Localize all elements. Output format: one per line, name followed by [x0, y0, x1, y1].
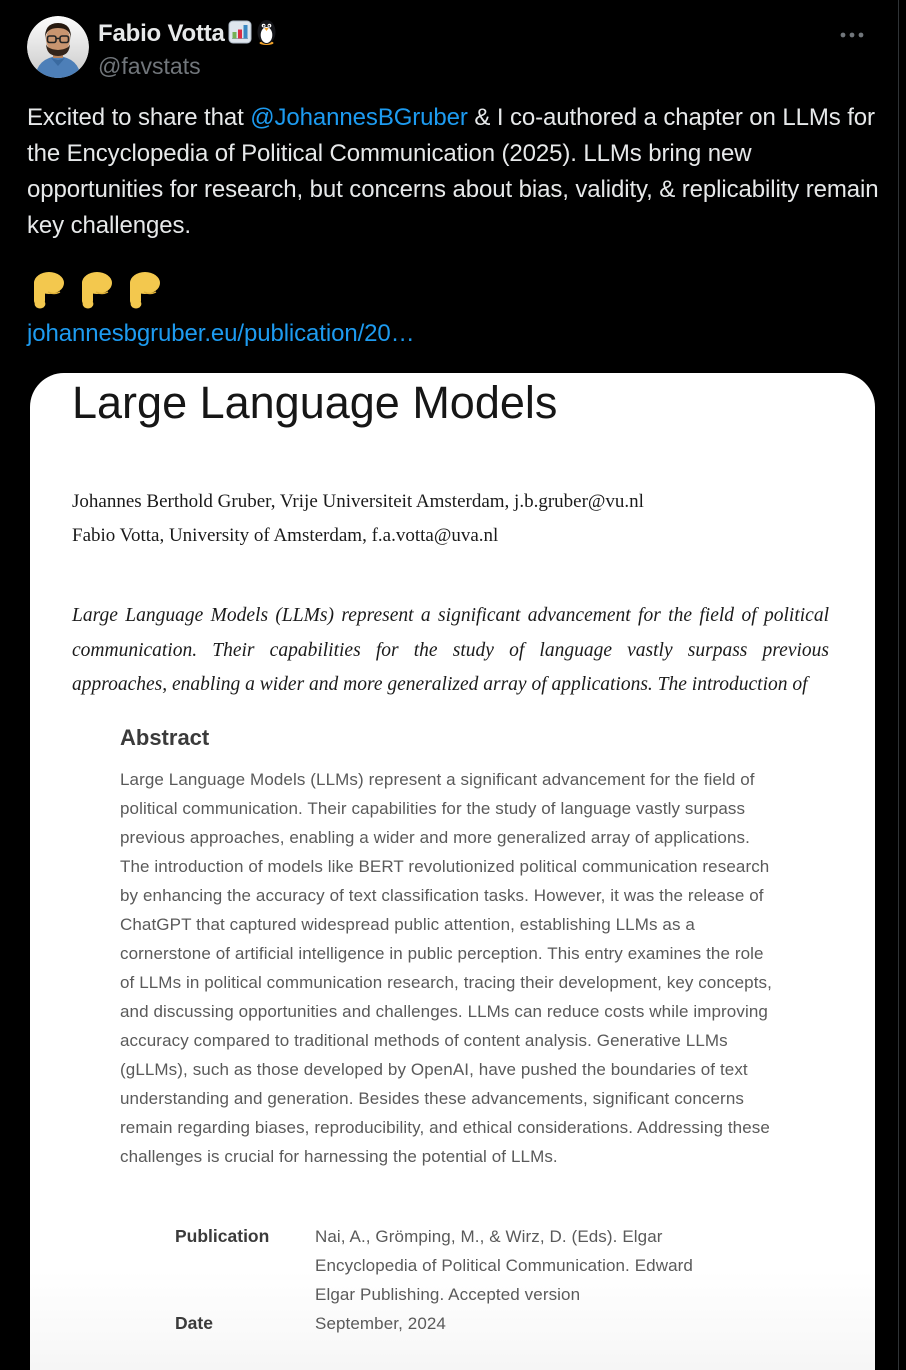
pointing-down-emoji-row — [28, 270, 162, 312]
tweet-text — [27, 100, 879, 244]
timeline-right-divider — [898, 0, 899, 1370]
teaser-line: Large Language Models (LLMs) represent a significant advancement for the field of political — [72, 605, 829, 626]
abstract-heading: Abstract — [120, 725, 210, 750]
meta-value-publication: Nai, A., Grömping, M., & Wirz, D. (Eds). Elgar Encyclopedia of Political Communication. Edward Elgar Publishing. Accepted version — [315, 1227, 693, 1304]
penguin-emoji-icon — [255, 18, 278, 50]
point-down-emoji-icon — [28, 270, 66, 312]
bar-chart-emoji-icon — [228, 20, 252, 49]
tweet-text-after: & I co-authored a chapter on LLMs for the Encyclopedia of Political Communication (2025). LLMs bring new opportunities for research, but concerns about bias, validity, & replicability remain key challenges. — [27, 104, 879, 239]
more-ellipsis-icon — [840, 32, 864, 38]
tweet-link[interactable]: johannesbgruber.eu/publication/20… — [27, 320, 415, 347]
tweet-header — [27, 16, 872, 80]
author-block — [98, 18, 278, 80]
point-down-emoji-icon — [76, 270, 114, 312]
teaser-line: approaches, enabling a wider and more generalized array of applications. The introduction of — [72, 674, 808, 695]
abstract-section — [120, 725, 778, 1171]
link-preview-card[interactable] — [30, 373, 875, 1370]
meta-label-publication: Publication — [175, 1226, 270, 1246]
author-name[interactable]: Fabio Votta — [98, 20, 225, 47]
meta-label-date: Date — [175, 1313, 213, 1333]
mention-link[interactable]: @JohannesBGruber — [250, 104, 468, 131]
avatar[interactable] — [27, 16, 89, 78]
paper-teaser — [72, 599, 829, 703]
more-button[interactable] — [834, 22, 870, 48]
meta-value-date: September, 2024 — [315, 1314, 446, 1333]
teaser-line: communication. Their capabilities for the study of language vastly surpass previous — [72, 639, 829, 661]
paper-authors — [72, 485, 644, 553]
publication-meta — [175, 1222, 693, 1338]
paper-author-line: Fabio Votta, University of Amsterdam, f.a.votta@uva.nl — [72, 525, 499, 546]
author-handle[interactable]: @favstats — [98, 53, 201, 79]
point-down-emoji-icon — [124, 270, 162, 312]
tweet-text-before: Excited to share that — [27, 104, 251, 131]
paper-title: Large Language Models — [72, 377, 558, 428]
paper-author-line: Johannes Berthold Gruber, Vrije Universiteit Amsterdam, j.b.gruber@vu.nl — [72, 491, 644, 512]
abstract-body: Large Language Models (LLMs) represent a significant advancement for the field of political communication. Their capabilities for the study of language vastly surpass previous approaches, enabling a wider and more generalized array of applications. The introduction of models like BERT revolutionized political communication research by enhancing the accuracy of text classification tasks. However, it was the release of ChatGPT that captured widespread public attention, establishing LLMs as a cornerstone of artificial intelligence in public perception. This entry examines the role of LLMs in political communication research, tracing their development, key concepts, and discussing opportunities and challenges. LLMs can reduce costs while improving accuracy compared to traditional methods of content analysis. Generative LLMs (gLLMs), such as those developed by OpenAI, have pushed the boundaries of text understanding and generation. Besides these advancements, significant concerns remain regarding biases, reproducibility, and ethical considerations. Addressing these challenges is crucial for harnessing the potential of LLMs. — [120, 770, 772, 1166]
avatar-image — [27, 16, 89, 78]
